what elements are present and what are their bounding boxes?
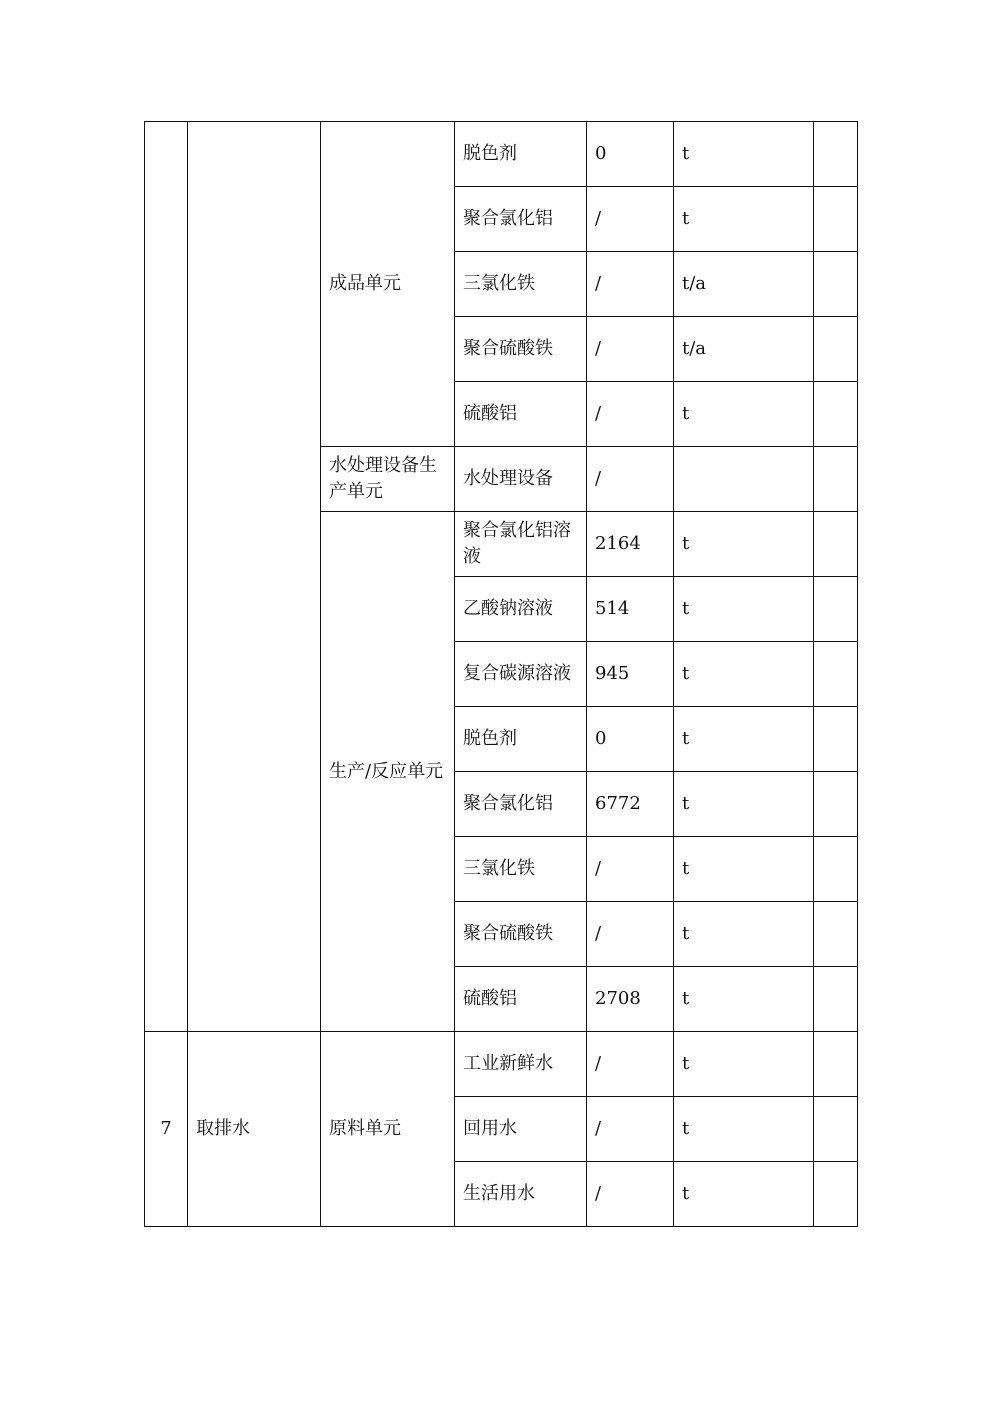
- item-unit-cell: t: [674, 382, 814, 447]
- remark-cell: [814, 252, 858, 317]
- unit-cell: 水处理设备生产单元: [321, 447, 455, 512]
- item-name-cell: 聚合硫酸铁: [455, 902, 587, 967]
- item-name-cell: 脱色剂: [455, 122, 587, 187]
- item-unit-cell: t: [674, 122, 814, 187]
- item-name-cell: 工业新鲜水: [455, 1032, 587, 1097]
- item-name-cell: 聚合氯化铝: [455, 187, 587, 252]
- item-value-cell: /: [587, 837, 674, 902]
- item-value-cell: 945: [587, 642, 674, 707]
- item-name-cell: 复合碳源溶液: [455, 642, 587, 707]
- item-value-cell: /: [587, 317, 674, 382]
- item-value-cell: /: [587, 187, 674, 252]
- item-value-cell: 0: [587, 707, 674, 772]
- item-unit-cell: [674, 447, 814, 512]
- item-value-cell: 2708: [587, 967, 674, 1032]
- item-unit-cell: t: [674, 577, 814, 642]
- item-name-cell: 生活用水: [455, 1162, 587, 1227]
- remark-cell: [814, 902, 858, 967]
- item-value-cell: 6772: [587, 772, 674, 837]
- remark-cell: [814, 122, 858, 187]
- item-name-cell: 乙酸钠溶液: [455, 577, 587, 642]
- item-unit-cell: t: [674, 642, 814, 707]
- unit-cell: 生产/反应单元: [321, 512, 455, 1032]
- remark-cell: [814, 837, 858, 902]
- item-unit-cell: t: [674, 902, 814, 967]
- serial-cell-continued: [145, 122, 188, 1032]
- table-row: [145, 122, 858, 187]
- item-unit-cell: t/a: [674, 317, 814, 382]
- item-unit-cell: t: [674, 837, 814, 902]
- item-value-cell: 2164: [587, 512, 674, 577]
- remark-cell: [814, 967, 858, 1032]
- item-unit-cell: t: [674, 967, 814, 1032]
- item-name-cell: 聚合氯化铝: [455, 772, 587, 837]
- remark-cell: [814, 707, 858, 772]
- unit-cell: 成品单元: [321, 122, 455, 447]
- remark-cell: [814, 447, 858, 512]
- item-value-cell: /: [587, 1032, 674, 1097]
- item-value-cell: 0: [587, 122, 674, 187]
- item-unit-cell: t: [674, 707, 814, 772]
- remark-cell: [814, 1032, 858, 1097]
- item-unit-cell: t: [674, 772, 814, 837]
- item-name-cell: 脱色剂: [455, 707, 587, 772]
- data-table: [144, 121, 858, 1227]
- category-cell-continued: [188, 122, 321, 1032]
- item-value-cell: /: [587, 447, 674, 512]
- remark-cell: [814, 1162, 858, 1227]
- remark-cell: [814, 187, 858, 252]
- item-value-cell: /: [587, 1097, 674, 1162]
- item-name-cell: 聚合氯化铝溶液: [455, 512, 587, 577]
- item-name-cell: 硫酸铝: [455, 382, 587, 447]
- item-unit-cell: t: [674, 187, 814, 252]
- item-unit-cell: t: [674, 1097, 814, 1162]
- item-value-cell: 514: [587, 577, 674, 642]
- remark-cell: [814, 577, 858, 642]
- item-name-cell: 聚合硫酸铁: [455, 317, 587, 382]
- item-unit-cell: t: [674, 1032, 814, 1097]
- item-name-cell: 水处理设备: [455, 447, 587, 512]
- item-unit-cell: t: [674, 512, 814, 577]
- item-value-cell: /: [587, 382, 674, 447]
- remark-cell: [814, 317, 858, 382]
- item-value-cell: /: [587, 1162, 674, 1227]
- item-name-cell: 硫酸铝: [455, 967, 587, 1032]
- unit-cell: 原料单元: [321, 1032, 455, 1227]
- item-unit-cell: t: [674, 1162, 814, 1227]
- item-name-cell: 三氯化铁: [455, 252, 587, 317]
- item-name-cell: 三氯化铁: [455, 837, 587, 902]
- remark-cell: [814, 642, 858, 707]
- remark-cell: [814, 772, 858, 837]
- remark-cell: [814, 512, 858, 577]
- remark-cell: [814, 1097, 858, 1162]
- item-unit-cell: t/a: [674, 252, 814, 317]
- item-value-cell: /: [587, 252, 674, 317]
- serial-number-cell: 7: [145, 1032, 188, 1227]
- remark-cell: [814, 382, 858, 447]
- table-row: [145, 1032, 858, 1097]
- category-cell: 取排水: [188, 1032, 321, 1227]
- item-name-cell: 回用水: [455, 1097, 587, 1162]
- item-value-cell: /: [587, 902, 674, 967]
